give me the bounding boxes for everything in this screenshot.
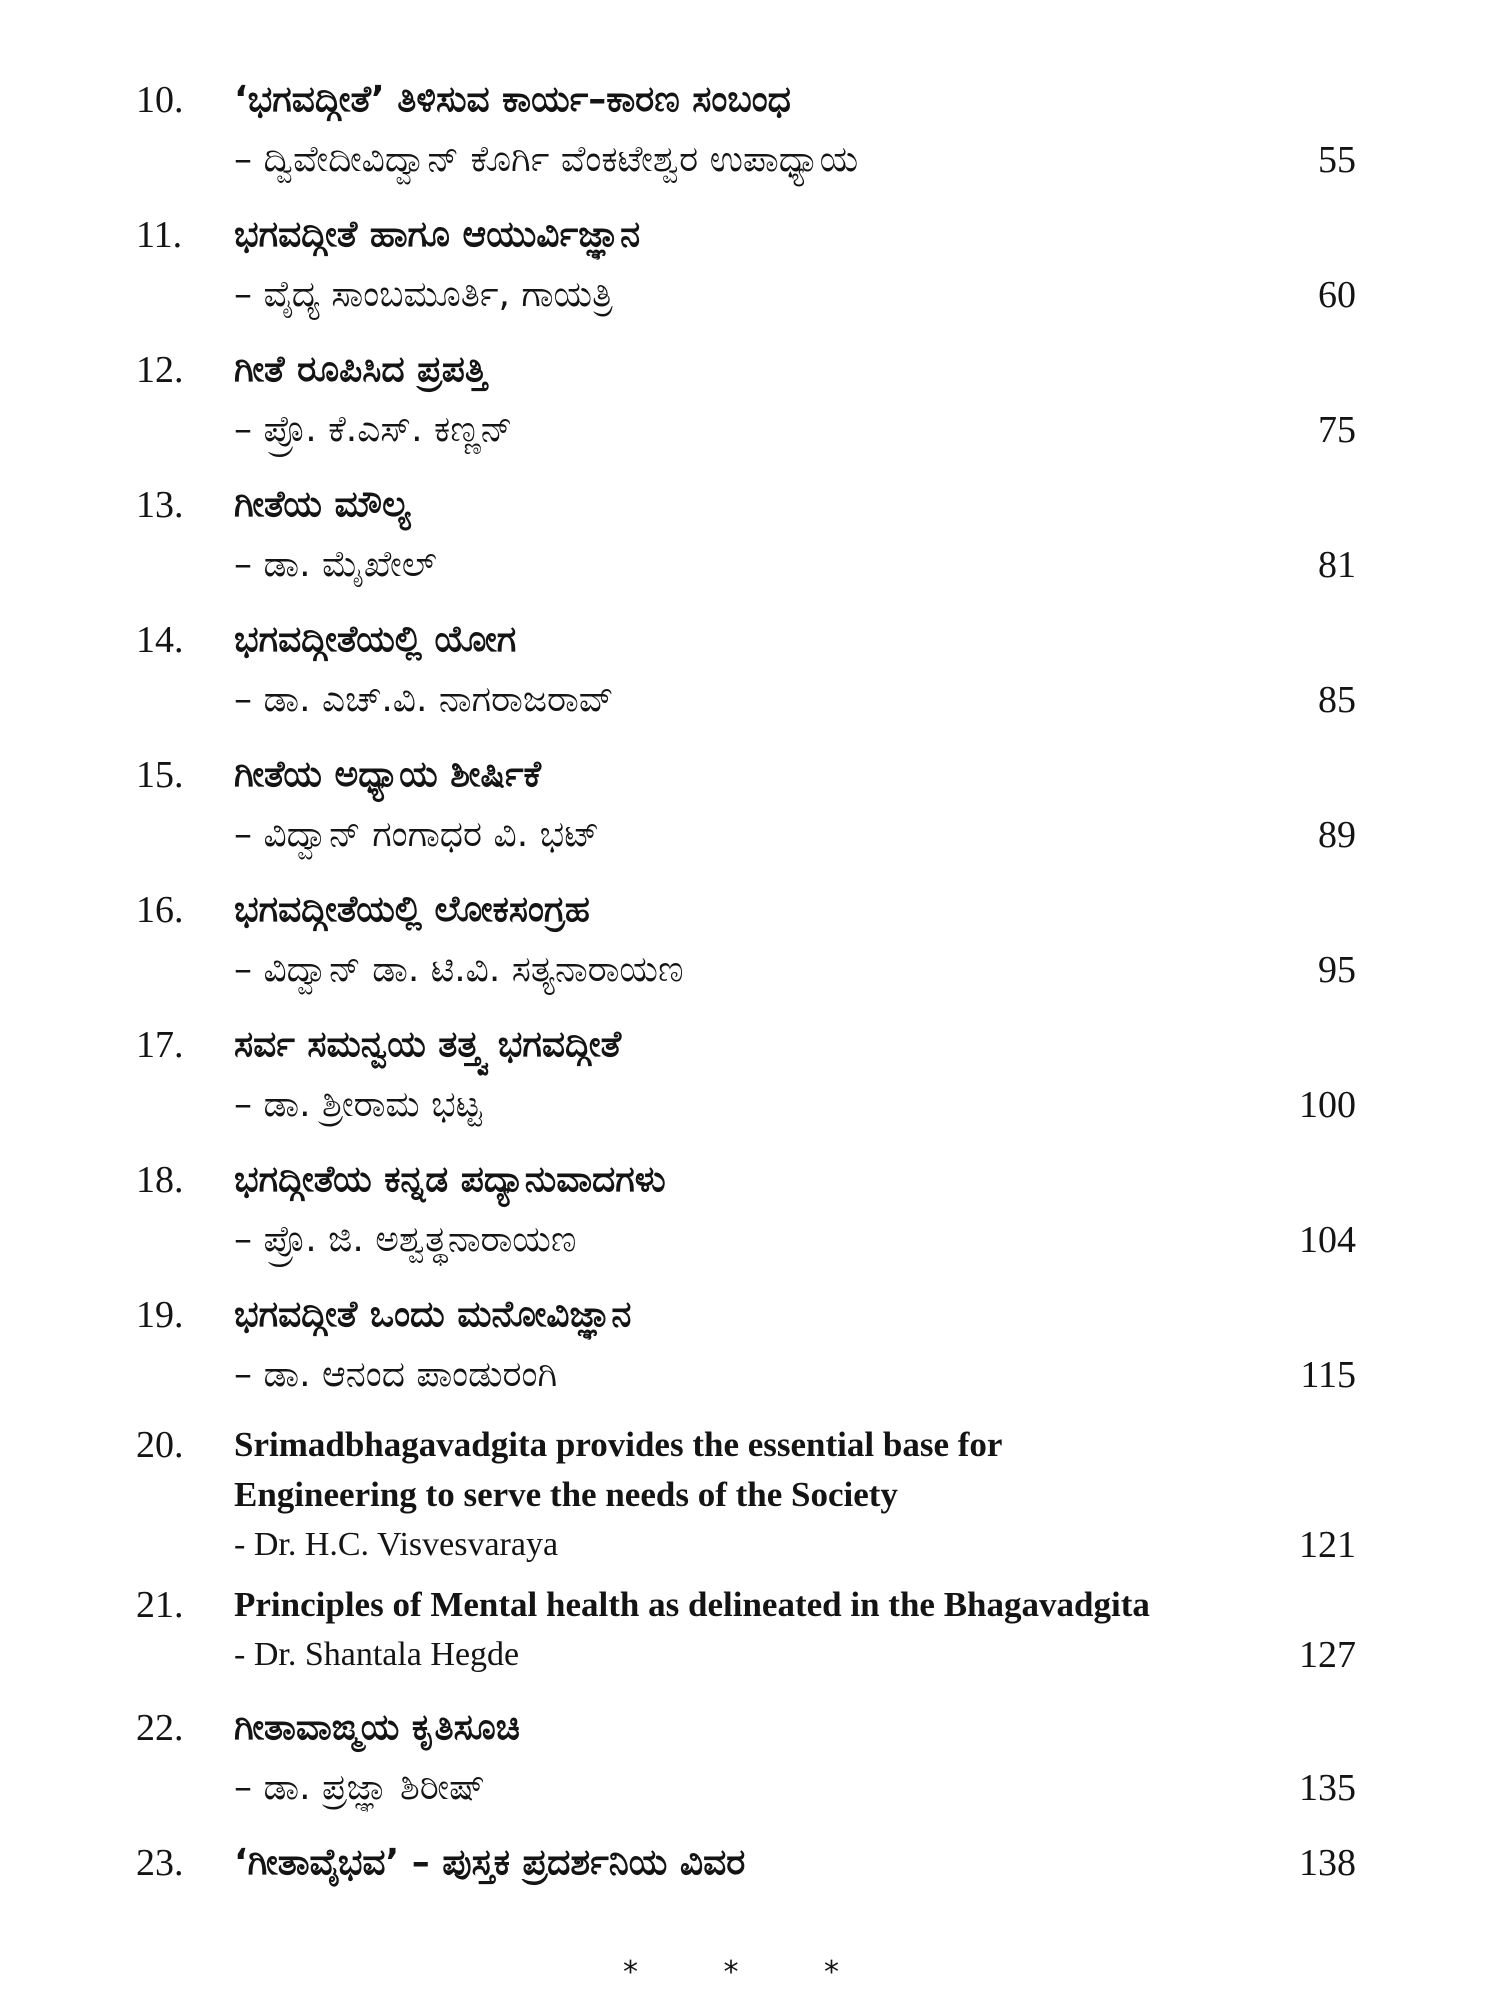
toc-entry-17 — [136, 1015, 1356, 1135]
entry-number: 13. — [136, 484, 184, 526]
toc-entry-18 — [136, 1150, 1356, 1270]
entry-number: 20. — [136, 1424, 184, 1466]
entry-author-row — [234, 940, 1356, 1000]
entry-author-row — [234, 1630, 1356, 1680]
entry-page-number: 115 — [1300, 1354, 1356, 1396]
entry-author: - Dr. Shantala Hegde — [234, 1636, 520, 1673]
entry-author-row — [234, 670, 1356, 730]
entry-page-number: 60 — [1318, 274, 1356, 316]
entry-author: – ವೈದ್ಯ ಸಾಂಬಮೂರ್ತಿ, ಗಾಯತ್ರಿ — [234, 274, 613, 315]
toc-entry-20 — [136, 1420, 1356, 1570]
entry-title: ಭಗವದ್ಗೀತೆಯಲ್ಲಿ ಲೋಕಸಂಗ್ರಹ — [234, 889, 590, 930]
entry-number: 21. — [136, 1584, 184, 1626]
entry-page-number: 127 — [1299, 1634, 1356, 1676]
entry-title: ಭಗವದ್ಗೀತೆ ಒಂದು ಮನೋವಿಜ್ಞಾನ — [234, 1294, 632, 1335]
entry-page-number: 55 — [1318, 139, 1356, 181]
entry-page-number: 81 — [1318, 544, 1356, 586]
entry-author: – ವಿದ್ವಾನ್ ಡಾ. ಟಿ.ವಿ. ಸತ್ಯನಾರಾಯಣ — [234, 949, 684, 990]
entry-number: 12. — [136, 349, 184, 391]
entry-author: – ಡಾ. ಪ್ರಜ್ಞಾ ಶಿರೀಷ್ — [234, 1767, 486, 1808]
toc-entry-21 — [136, 1580, 1356, 1680]
entry-author: – ಡಾ. ಆನಂದ ಪಾಂಡುರಂಗಿ — [234, 1354, 558, 1395]
toc-entry-23 — [136, 1833, 1356, 1893]
entry-number: 22. — [136, 1707, 184, 1749]
entry-number: 19. — [136, 1294, 184, 1336]
entry-title: ‘ಗೀತಾವೈಭವ’ – ಪುಸ್ತಕ ಪ್ರದರ್ಶನಿಯ ವಿವರ — [234, 1842, 746, 1883]
entry-author-row — [234, 130, 1356, 190]
toc-entry-16 — [136, 880, 1356, 1000]
entry-title-line-1: Srimadbhagavadgita provides the essential base for — [234, 1425, 1003, 1464]
entry-title: ಗೀತಾವಾಙ್ಮಯ ಕೃತಿಸೂಚಿ — [234, 1707, 520, 1748]
entry-page-number: 85 — [1318, 679, 1356, 721]
entry-page-number: 138 — [1299, 1842, 1356, 1884]
entry-number: 18. — [136, 1159, 184, 1201]
entry-author: – ಪ್ರೊ. ಜಿ. ಅಶ್ವತ್ಥನಾರಾಯಣ — [234, 1219, 577, 1260]
entry-author-row — [234, 265, 1356, 325]
entry-title: ಭಗದ್ಗೀತೆಯ ಕನ್ನಡ ಪದ್ಯಾನುವಾದಗಳು — [234, 1159, 666, 1200]
toc-entry-22 — [136, 1698, 1356, 1818]
toc-entry-12 — [136, 340, 1356, 460]
section-end-mark: * * * — [622, 1955, 878, 1990]
entry-number: 17. — [136, 1024, 184, 1066]
entry-author: – ಪ್ರೊ. ಕೆ.ಎಸ್. ಕಣ್ಣನ್ — [234, 409, 513, 450]
entry-page-number: 104 — [1299, 1219, 1356, 1261]
entry-title: ಭಗವದ್ಗೀತೆಯಲ್ಲಿ ಯೋಗ — [234, 619, 517, 660]
entry-number: 10. — [136, 79, 184, 121]
entry-number: 16. — [136, 889, 184, 931]
entry-author-row — [234, 1758, 1356, 1818]
entry-author: – ದ್ವಿವೇದೀವಿದ್ವಾನ್ ಕೊರ್ಗಿ ವೆಂಕಟೇಶ್ವರ ಉಪಾಧ್ಯಾಯ — [234, 139, 859, 180]
entry-author: - Dr. H.C. Visvesvaraya — [234, 1526, 559, 1563]
entry-page-number: 135 — [1299, 1767, 1356, 1809]
entry-number: 23. — [136, 1842, 184, 1884]
entry-page-number: 121 — [1299, 1524, 1356, 1566]
entry-author-row — [234, 1210, 1356, 1270]
toc-entry-19 — [136, 1285, 1356, 1405]
entry-author: – ಡಾ. ಶ್ರೀರಾಮ ಭಟ್ಟ — [234, 1084, 482, 1125]
entry-author-row — [234, 805, 1356, 865]
toc-entry-14 — [136, 610, 1356, 730]
entry-title: Principles of Mental health as delineated in the Bhagavadgita — [234, 1585, 1150, 1624]
entry-title: ಗೀತೆ ರೂಪಿಸಿದ ಪ್ರಪತ್ತಿ — [234, 349, 487, 390]
entry-author-row — [234, 1520, 1356, 1570]
entry-page-number: 75 — [1318, 409, 1356, 451]
entry-title: ಗೀತೆಯ ಅಧ್ಯಾಯ ಶೀರ್ಷಿಕೆ — [234, 754, 542, 795]
entry-page-number: 95 — [1318, 949, 1356, 991]
entry-number: 15. — [136, 754, 184, 796]
entry-title: ಸರ್ವ ಸಮನ್ವಯ ತತ್ತ್ವ ಭಗವದ್ಗೀತೆ — [234, 1024, 622, 1065]
entry-title: ಗೀತೆಯ ಮೌಲ್ಯ — [234, 484, 411, 525]
entry-page-number: 100 — [1299, 1084, 1356, 1126]
toc-entry-10 — [136, 70, 1356, 190]
entry-title: ಭಗವದ್ಗೀತೆ ಹಾಗೂ ಆಯುರ್ವಿಜ್ಞಾನ — [234, 214, 641, 255]
entry-author-row — [234, 400, 1356, 460]
entry-title-row — [234, 1833, 1356, 1893]
entry-page-number: 89 — [1318, 814, 1356, 856]
entry-number: 11. — [136, 214, 183, 256]
entry-title-line-2: Engineering to serve the needs of the Society — [234, 1475, 898, 1514]
table-of-contents — [136, 70, 1356, 1893]
entry-title: ‘ಭಗವದ್ಗೀತೆ’ ತಿಳಿಸುವ ಕಾರ್ಯ–ಕಾರಣ ಸಂಬಂಧ — [234, 79, 791, 120]
entry-author-row — [234, 535, 1356, 595]
entry-author: – ಡಾ. ಮೈಖೇಲ್ — [234, 544, 437, 585]
entry-number: 14. — [136, 619, 184, 661]
entry-author: – ವಿದ್ವಾನ್ ಗಂಗಾಧರ ವಿ. ಭಟ್ — [234, 814, 600, 855]
entry-author: – ಡಾ. ಎಚ್.ವಿ. ನಾಗರಾಜರಾವ್ — [234, 679, 614, 720]
toc-entry-11 — [136, 205, 1356, 325]
entry-author-row — [234, 1345, 1356, 1405]
entry-author-row — [234, 1075, 1356, 1135]
toc-entry-15 — [136, 745, 1356, 865]
toc-entry-13 — [136, 475, 1356, 595]
